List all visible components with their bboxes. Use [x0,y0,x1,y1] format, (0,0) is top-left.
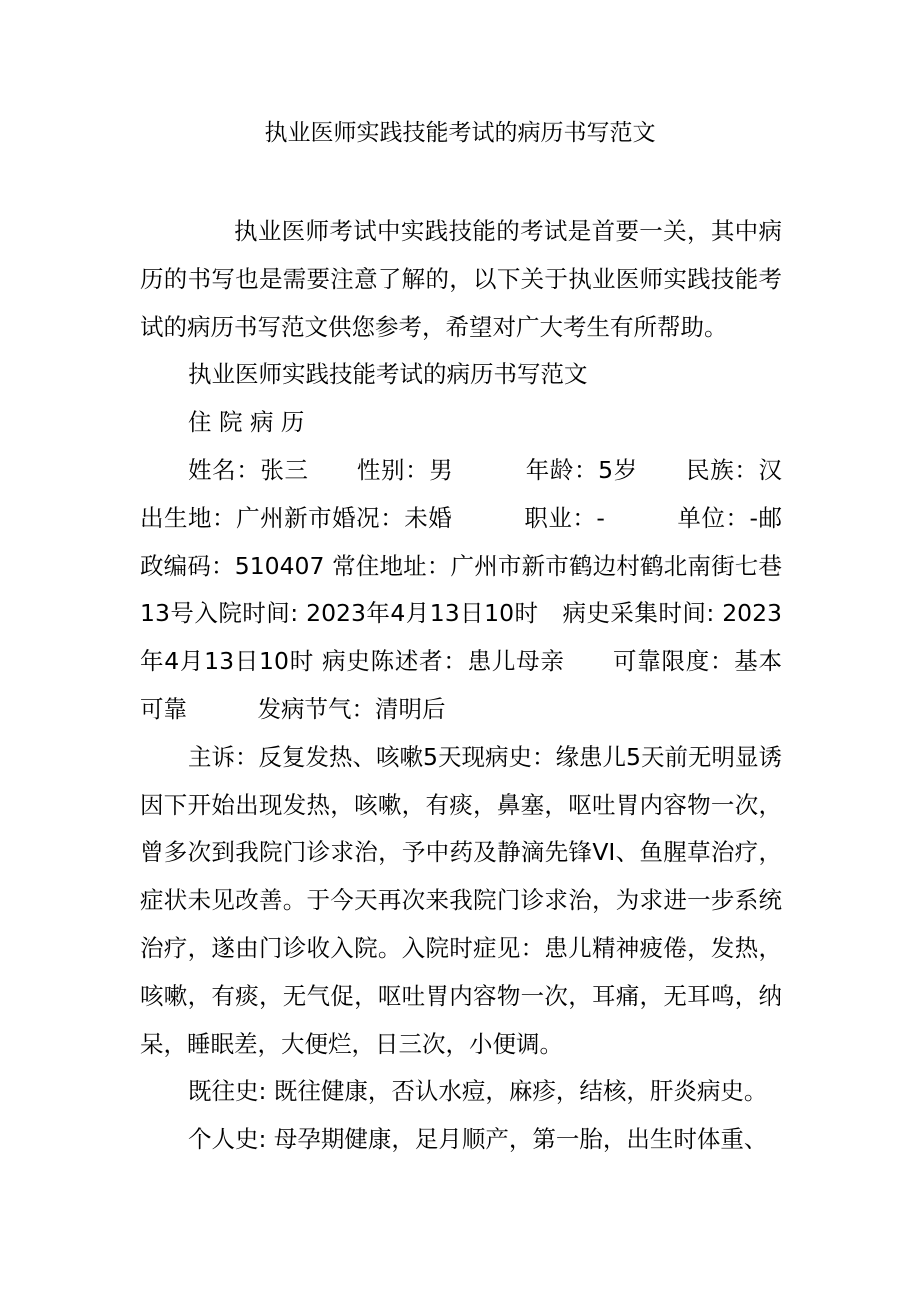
personal-history-paragraph: 个人史: 母孕期健康，足月顺产，第一胎，出生时体重、 [188,1125,768,1154]
record-type-heading: 住 院 病 历 [188,408,305,437]
intro-paragraph: 执业医师考试中实践技能的考试是首要一关，其中病历的书写也是需要注意了解的，以下关于执业医师实践技能考试的病历书写范文供您参考，希望对广大考生有所帮助。 [140,217,782,341]
past-history-paragraph: 既往史: 既往健康，否认水痘，麻疹，结核，肝炎病史。 [188,1077,768,1106]
patient-info-paragraph: 姓名：张三 性别：男 年龄：5岁 民族：汉 出生地：广州新市婚况：未婚 职业：- 单位：-邮政编码：510407 常住地址：广州市新市鹤边村鹤北南街七巷13号入院时间: 2023年4月13日10时 病史采集时间: 2023年4月13日10时 病史陈述者：患儿母亲 可靠限度：基本可靠 发病节气：清明后 [140,455,829,723]
document-title: 执业医师实践技能考试的病历书写范文 [264,120,656,146]
document-body [140,208,829,1164]
chief-complaint-paragraph: 主诉：反复发热、咳嗽5天现病史：缘患儿5天前无明显诱因下开始出现发热，咳嗽，有痰，鼻塞，呕吐胃内容物一次，曾多次到我院门诊求治，予中药及静滴先锋VI、鱼腥草治疗，症状未见改善。于今天再次来我院门诊求治，为求进一步系统治疗，遂由门诊收入院。入院时症见：患儿精神疲倦，发热，咳嗽，有痰，无气促，呕吐胃内容物一次，耳痛，无耳鸣，纳呆，睡眠差，大便烂，日三次，小便调。 [140,742,782,1058]
section-subtitle: 执业医师实践技能考试的病历书写范文 [188,360,588,389]
